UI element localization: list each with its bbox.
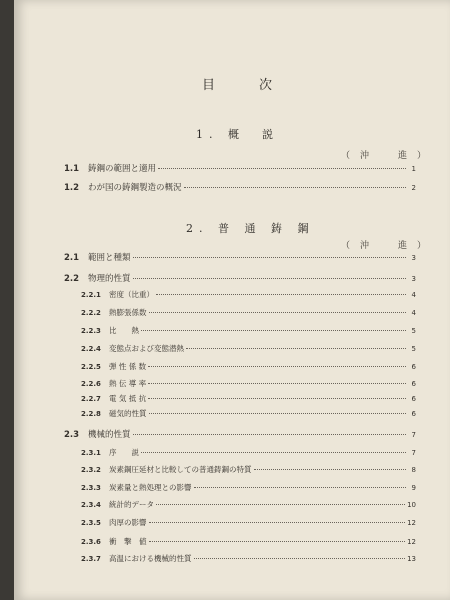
section-title: 炭素量と熱処理との影響 — [109, 483, 192, 492]
section-number: 2.3 — [64, 430, 80, 440]
page-number: 7 — [411, 431, 416, 439]
page-number: 7 — [411, 449, 416, 457]
page-number: 6 — [411, 395, 416, 403]
section-title: 密度（比重） — [109, 290, 154, 299]
page-number: 5 — [411, 327, 416, 335]
toc-entry — [64, 162, 416, 174]
section-number: 1.1 — [64, 164, 80, 174]
page-number: 9 — [411, 484, 416, 492]
section-number: 2.2.1 — [81, 291, 101, 299]
page-number: 4 — [411, 291, 416, 299]
toc-entry — [81, 325, 416, 336]
section-title: 範囲と種類 — [88, 253, 131, 263]
section-number: 2.2 — [64, 274, 80, 284]
section-number: 2.2.4 — [81, 345, 101, 353]
leader-dots — [184, 186, 406, 188]
leader-dots — [158, 167, 406, 169]
toc-entry — [81, 361, 416, 372]
leader-dots — [141, 329, 406, 331]
page-number: 3 — [411, 275, 416, 283]
section-number: 2.3.7 — [81, 555, 101, 563]
section-number: 2.2.7 — [81, 395, 101, 403]
toc-entry — [81, 378, 416, 389]
page-number: 10 — [407, 501, 416, 509]
toc-entry — [64, 272, 416, 284]
section-number: 2.2.8 — [81, 410, 101, 418]
section-number: 2.1 — [64, 253, 80, 263]
leader-dots — [194, 557, 406, 559]
toc-page — [14, 0, 450, 600]
toc-entry — [81, 482, 416, 493]
toc-entry — [81, 343, 416, 354]
page-number: 6 — [411, 380, 416, 388]
section-title: 物理的性質 — [88, 274, 131, 284]
section-title: 機械的性質 — [88, 430, 131, 440]
page-number: 12 — [407, 519, 416, 527]
page-number: 12 — [407, 538, 416, 546]
toc-entry — [81, 393, 416, 404]
page-number: 8 — [411, 466, 416, 474]
chapter-heading: 2. 普 通 鋳 鋼 — [186, 222, 315, 235]
section-number: 2.2.6 — [81, 380, 101, 388]
leader-dots — [194, 486, 407, 488]
toc-entry — [81, 408, 416, 419]
section-number: 2.3.4 — [81, 501, 101, 509]
section-title: 高温における機械的性質 — [109, 554, 192, 563]
page-number: 13 — [407, 555, 416, 563]
section-title: 磁気的性質 — [109, 409, 147, 418]
toc-entry — [81, 499, 416, 510]
section-number: 2.3.2 — [81, 466, 101, 474]
page-number: 6 — [411, 363, 416, 371]
leader-dots — [148, 397, 406, 399]
section-title: 変態点および変態潜熱 — [109, 344, 184, 353]
leader-dots — [133, 433, 406, 435]
section-number: 2.3.1 — [81, 449, 101, 457]
toc-entry — [81, 553, 416, 564]
leader-dots — [148, 365, 406, 367]
chapter-author: （沖 進） — [341, 241, 437, 251]
toc-entry — [81, 517, 416, 528]
toc-entry — [81, 289, 416, 300]
section-number: 2.2.3 — [81, 327, 101, 335]
book-gutter — [0, 0, 14, 600]
leader-dots — [133, 277, 406, 279]
section-title: わが国の鋳鋼製造の概況 — [88, 183, 182, 193]
leader-dots — [133, 256, 406, 258]
page-title: 目次 — [202, 78, 317, 93]
section-number: 2.3.6 — [81, 538, 101, 546]
toc-entry — [64, 428, 416, 440]
toc-entry — [64, 251, 416, 263]
section-title: 鋳鋼の範囲と適用 — [88, 164, 157, 174]
leader-dots — [149, 521, 406, 523]
section-title: 弾 性 係 数 — [109, 362, 147, 371]
page-number: 4 — [411, 309, 416, 317]
page-number: 1 — [411, 165, 416, 173]
section-title: 衝 撃 値 — [109, 537, 147, 546]
page-number: 5 — [411, 345, 416, 353]
leader-dots — [156, 503, 405, 505]
leader-dots — [186, 347, 406, 349]
section-title: 熱膨張係数 — [109, 308, 147, 317]
section-number: 2.2.5 — [81, 363, 101, 371]
leader-dots — [156, 293, 406, 295]
toc-entry — [81, 307, 416, 318]
section-title: 統計的データ — [109, 500, 154, 509]
section-number: 2.2.2 — [81, 309, 101, 317]
leader-dots — [149, 311, 407, 313]
section-title: 熱 伝 導 率 — [109, 379, 147, 388]
section-title: 炭素鋼圧延材と比較しての普通鋳鋼の特質 — [109, 465, 252, 474]
section-number: 2.3.5 — [81, 519, 101, 527]
leader-dots — [148, 382, 406, 384]
toc-entry — [81, 536, 416, 547]
chapter-author: （沖 進） — [341, 151, 437, 161]
section-number: 2.3.3 — [81, 484, 101, 492]
section-number: 1.2 — [64, 183, 80, 193]
section-title: 序 説 — [109, 448, 139, 457]
page-number: 2 — [411, 184, 416, 192]
section-title: 電 気 抵 抗 — [109, 394, 147, 403]
section-title: 肉厚の影響 — [109, 518, 147, 527]
toc-entry — [81, 447, 416, 458]
leader-dots — [254, 468, 407, 470]
page-number: 6 — [411, 410, 416, 418]
page-number: 3 — [411, 254, 416, 262]
leader-dots — [149, 412, 407, 414]
leader-dots — [149, 540, 406, 542]
leader-dots — [141, 451, 406, 453]
toc-entry — [64, 181, 416, 193]
section-title: 比 熱 — [109, 326, 139, 335]
chapter-heading: 1. 概 説 — [196, 128, 279, 141]
toc-entry — [81, 464, 416, 475]
